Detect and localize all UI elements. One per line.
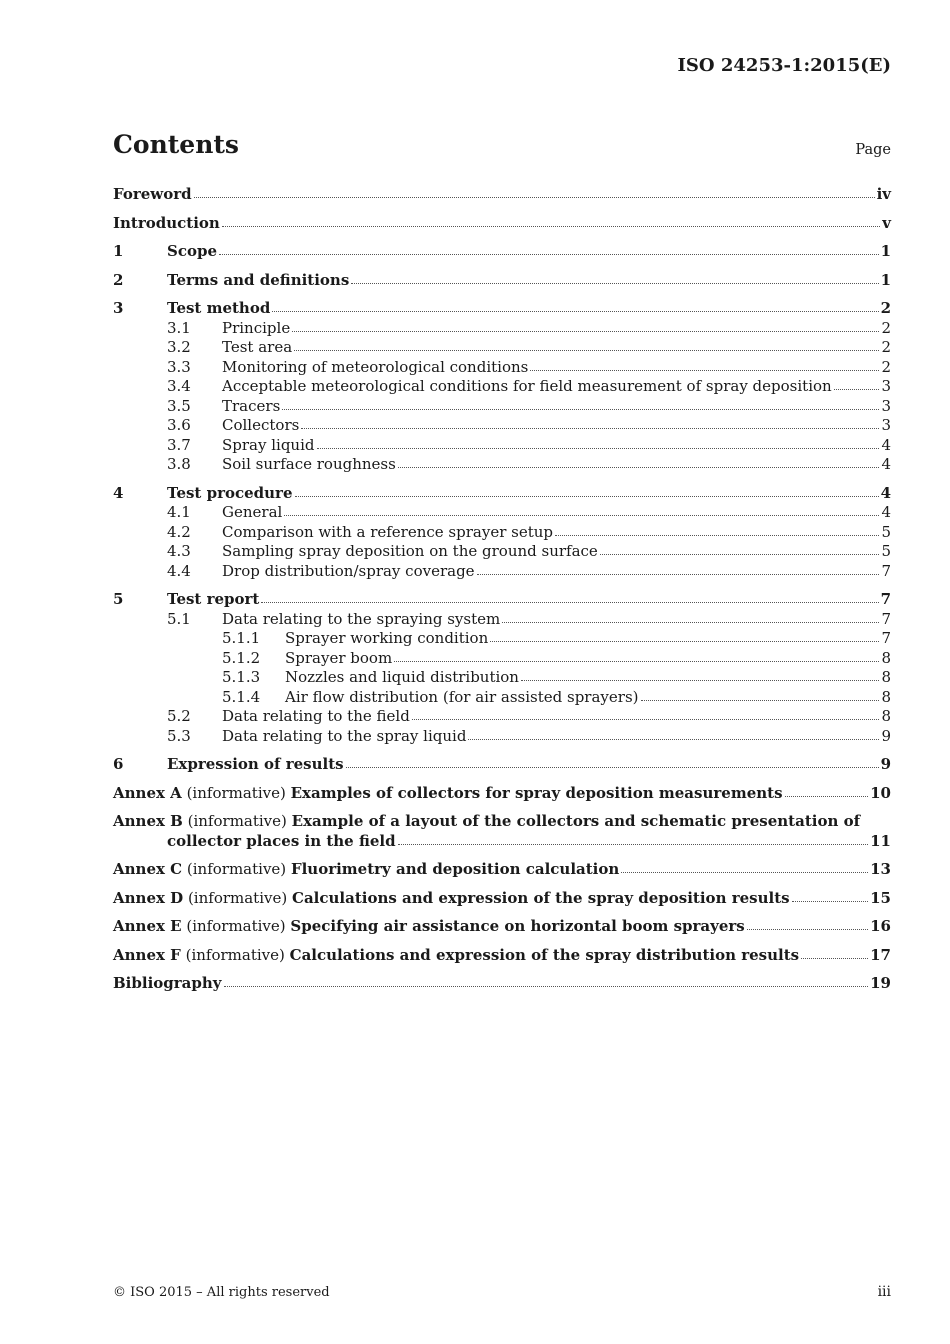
leader-dots xyxy=(294,349,879,351)
toc-entry-number: 3.3 xyxy=(167,357,191,376)
toc-entry-page: 3 xyxy=(881,416,891,434)
toc-entry-title: Terms and definitions xyxy=(167,270,350,289)
toc-entry-number: 5.1.3 xyxy=(222,668,261,686)
toc-entry-title: Spray liquid xyxy=(222,435,315,454)
toc-entry-number: 4.2 xyxy=(167,522,191,541)
toc-entry-number: 4 xyxy=(113,483,124,502)
toc-entry[interactable] xyxy=(113,707,891,727)
toc-entry-line xyxy=(113,562,891,582)
toc-entry-page: 19 xyxy=(870,974,891,992)
copyright-notice: © ISO 2015 – All rights reserved xyxy=(113,1285,330,1300)
toc-entry-page: 1 xyxy=(880,242,891,260)
toc-entry-page: 3 xyxy=(881,377,891,395)
toc-entry-number: 4.3 xyxy=(167,542,191,560)
toc-entry-number: 4.4 xyxy=(167,561,191,580)
toc-entry-page: 15 xyxy=(870,888,891,907)
annex-title: Examples of collectors for spray deposition measurements xyxy=(290,783,783,802)
leader-dots xyxy=(346,766,879,768)
toc-entry-title: Test procedure xyxy=(167,483,293,502)
toc-entry-page: 4 xyxy=(881,435,891,454)
page-number: iii xyxy=(877,1284,891,1300)
leader-dots xyxy=(521,679,879,681)
leader-dots xyxy=(301,427,879,429)
toc-entry-line xyxy=(113,688,891,708)
annex-label: Annex B xyxy=(113,812,183,830)
toc-entry-number: 3.2 xyxy=(167,338,191,356)
toc-entry-title: Scope xyxy=(167,242,218,260)
toc-entry-line xyxy=(113,668,891,688)
annex-informative: (informative) xyxy=(185,945,285,964)
toc-entry-title: Sprayer working condition xyxy=(285,629,489,647)
toc-entry[interactable] xyxy=(113,338,891,358)
toc-entry-line xyxy=(113,974,891,994)
annex-informative: (informative) xyxy=(187,888,288,907)
leader-dots xyxy=(785,795,869,797)
toc-entry-page: 2 xyxy=(881,338,891,356)
leader-dots xyxy=(412,718,880,720)
toc-entry[interactable] xyxy=(113,649,891,669)
toc-annex-heading xyxy=(113,946,799,966)
toc-entry-line xyxy=(113,358,891,378)
toc-entry[interactable] xyxy=(113,358,891,378)
toc-entry-title: Comparison with a reference sprayer setup xyxy=(222,522,554,541)
toc-entry-number: 1 xyxy=(113,242,124,260)
toc-entry-title: Data relating to the field xyxy=(222,707,410,725)
toc-entry-line xyxy=(113,397,891,417)
leader-dots xyxy=(222,225,880,227)
leader-dots xyxy=(530,369,879,371)
toc-entry-page: 11 xyxy=(870,831,891,850)
toc-entry-page: 2 xyxy=(881,318,891,337)
toc-entry-number: 5 xyxy=(113,590,124,608)
toc-entry-line xyxy=(113,523,891,543)
toc-entry-number: 6 xyxy=(113,755,124,773)
toc-annex-heading xyxy=(113,889,790,909)
toc-entry-title: Sampling spray deposition on the ground surface xyxy=(222,542,598,560)
toc-entry-title: Collectors xyxy=(222,416,300,434)
toc-entry-page: 9 xyxy=(881,726,891,745)
toc-entry-number: 3.8 xyxy=(167,455,191,473)
toc-entry[interactable] xyxy=(113,610,891,630)
annex-label: Annex C xyxy=(113,860,183,878)
toc-entry-number: 5.1.1 xyxy=(222,629,261,647)
annex-title-continued: collector places in the field xyxy=(167,831,396,850)
toc-entry-line xyxy=(113,416,891,436)
toc-entry-page: 16 xyxy=(870,917,891,935)
toc-entry-line xyxy=(113,185,891,205)
toc-entry-page: v xyxy=(882,213,891,232)
toc-entry-page: 3 xyxy=(881,396,891,415)
leader-dots xyxy=(272,310,878,312)
toc-entry-title: Test method xyxy=(167,299,271,317)
toc-entry-line xyxy=(113,455,891,475)
leader-dots xyxy=(477,573,880,575)
toc-entry-page: 8 xyxy=(881,668,891,686)
annex-title: Fluorimetry and deposition calculation xyxy=(290,860,620,878)
leader-dots xyxy=(468,738,879,740)
toc-entry-page: 8 xyxy=(881,687,891,706)
toc-entry[interactable] xyxy=(113,860,891,880)
leader-dots xyxy=(600,553,880,555)
table-of-contents xyxy=(113,185,891,994)
toc-entry[interactable] xyxy=(113,688,891,708)
toc-entry-number: 5.1.4 xyxy=(222,687,261,706)
annex-informative: (informative) xyxy=(187,812,287,830)
leader-dots xyxy=(641,699,880,701)
leader-dots xyxy=(292,330,879,332)
toc-entry-page: 8 xyxy=(881,707,891,725)
toc-entry-title: Soil surface roughness xyxy=(222,455,396,473)
annex-informative: (informative) xyxy=(186,917,286,935)
toc-entry-line xyxy=(113,946,891,966)
toc-entry-line xyxy=(113,542,891,562)
annex-informative: (informative) xyxy=(186,860,287,878)
toc-entry-title: Expression of results xyxy=(167,755,344,773)
toc-entry[interactable] xyxy=(113,319,891,339)
toc-entry-number: 3.7 xyxy=(167,435,191,454)
leader-dots xyxy=(792,900,869,902)
toc-entry-line xyxy=(113,649,891,669)
toc-entry-line xyxy=(113,590,891,610)
toc-entry-line xyxy=(113,610,891,630)
toc-entry-title: General xyxy=(222,503,283,521)
toc-entry[interactable] xyxy=(113,784,891,804)
toc-entry-line xyxy=(113,214,891,234)
leader-dots xyxy=(317,447,880,449)
toc-entry-page: 2 xyxy=(880,299,891,317)
toc-entry[interactable] xyxy=(113,590,891,610)
toc-entry-title: Air flow distribution (for air assisted sprayers) xyxy=(285,687,639,706)
toc-entry-number: 3.5 xyxy=(167,396,191,415)
annex-title: Calculations and expression of the spray distribution results xyxy=(289,945,800,964)
toc-entry-line xyxy=(113,319,891,339)
page-column-label: Page xyxy=(855,142,891,158)
toc-entry[interactable] xyxy=(113,946,891,966)
toc-entry[interactable] xyxy=(113,484,891,504)
toc-annex-heading xyxy=(113,784,783,804)
toc-entry[interactable] xyxy=(113,503,891,523)
toc-entry-line xyxy=(113,242,891,262)
toc-entry-line xyxy=(113,338,891,358)
toc-entry-title: Acceptable meteorological conditions for field measurement of spray deposition xyxy=(222,377,832,395)
toc-entry[interactable] xyxy=(113,629,891,649)
toc-entry[interactable] xyxy=(113,214,891,234)
leader-dots xyxy=(295,495,879,497)
toc-entry-number: 2 xyxy=(113,270,124,289)
annex-label: Annex F xyxy=(113,945,181,964)
leader-dots xyxy=(219,253,879,255)
toc-entry-line xyxy=(113,832,891,852)
toc-entry-title: Drop distribution/spray coverage xyxy=(222,561,475,580)
leader-dots xyxy=(282,408,879,410)
annex-label: Annex A xyxy=(113,783,182,802)
toc-entry-number: 3.1 xyxy=(167,318,191,337)
toc-entry-page: 4 xyxy=(880,483,891,502)
toc-entry-page: 1 xyxy=(880,270,891,289)
toc-entry-page: 7 xyxy=(881,629,891,647)
toc-entry-line xyxy=(113,299,891,319)
toc-entry-line xyxy=(113,484,891,504)
contents-heading-row xyxy=(113,130,891,164)
leader-dots xyxy=(801,957,868,959)
annex-title: Example of a layout of the collectors and schematic presentation of xyxy=(291,812,861,830)
toc-entry-page: 8 xyxy=(881,648,891,667)
toc-entry-title: Monitoring of meteorological conditions xyxy=(222,357,529,376)
annex-label: Annex D xyxy=(113,888,184,907)
toc-entry-number: 5.1 xyxy=(167,609,191,628)
leader-dots xyxy=(398,466,880,468)
leader-dots xyxy=(284,514,879,516)
toc-entry-line xyxy=(113,727,891,747)
toc-entry-page: 13 xyxy=(870,860,891,878)
toc-entry-line xyxy=(113,436,891,456)
leader-dots xyxy=(502,621,879,623)
document-id: ISO 24253-1:2015(E) xyxy=(677,55,891,76)
toc-entry-title: Bibliography xyxy=(113,974,222,992)
leader-dots xyxy=(621,871,868,873)
leader-dots xyxy=(490,640,879,642)
contents-title: Contents xyxy=(113,130,240,159)
toc-entry-title: Sprayer boom xyxy=(285,648,393,667)
toc-entry-page: 2 xyxy=(881,357,891,376)
toc-entry[interactable] xyxy=(113,889,891,909)
toc-entry[interactable] xyxy=(113,299,891,319)
toc-entry-number: 3.6 xyxy=(167,416,191,434)
toc-entry[interactable] xyxy=(113,377,891,397)
leader-dots xyxy=(398,843,869,845)
toc-entry-number: 4.1 xyxy=(167,503,191,521)
toc-entry[interactable] xyxy=(113,242,891,262)
toc-entry[interactable] xyxy=(113,455,891,475)
toc-entry-line xyxy=(113,784,891,804)
toc-entry-line xyxy=(113,889,891,909)
toc-entry-page: 9 xyxy=(880,755,891,773)
toc-entry-title: Nozzles and liquid distribution xyxy=(285,668,519,686)
annex-informative: (informative) xyxy=(186,783,286,802)
toc-entry-line xyxy=(113,707,891,727)
toc-entry[interactable] xyxy=(113,812,891,851)
annex-title: Specifying air assistance on horizontal boom sprayers xyxy=(290,917,745,935)
toc-entry[interactable] xyxy=(113,523,891,543)
leader-dots xyxy=(224,985,869,987)
toc-entry-page: 17 xyxy=(870,945,891,964)
toc-entry-page: 7 xyxy=(881,609,891,628)
toc-entry[interactable] xyxy=(113,542,891,562)
toc-entry-title: Foreword xyxy=(113,185,192,203)
toc-entry-page: 4 xyxy=(881,455,891,473)
leader-dots xyxy=(351,282,878,284)
toc-entry-page: 10 xyxy=(870,783,891,802)
toc-annex-heading xyxy=(113,812,891,832)
toc-entry-number: 5.1.2 xyxy=(222,648,261,667)
annex-label: Annex E xyxy=(113,917,182,935)
toc-entry-title: Principle xyxy=(222,318,291,337)
toc-entry-line xyxy=(113,755,891,775)
toc-entry-line xyxy=(113,377,891,397)
toc-entry-line xyxy=(113,860,891,880)
toc-entry-page: 5 xyxy=(881,522,891,541)
annex-title: Calculations and expression of the spray deposition results xyxy=(292,888,790,907)
toc-entry-page: 7 xyxy=(881,561,891,580)
toc-entry-line xyxy=(113,503,891,523)
toc-entry[interactable] xyxy=(113,727,891,747)
toc-entry-page: 5 xyxy=(881,542,891,560)
toc-entry[interactable] xyxy=(113,974,891,994)
toc-entry-title: Data relating to the spraying system xyxy=(222,609,501,628)
leader-dots xyxy=(194,196,875,198)
toc-entry[interactable] xyxy=(113,668,891,688)
toc-entry-line xyxy=(113,629,891,649)
toc-annex-heading xyxy=(113,860,619,880)
toc-annex-heading xyxy=(113,917,745,937)
leader-dots xyxy=(834,388,880,390)
leader-dots xyxy=(261,601,878,603)
toc-entry-page: iv xyxy=(876,185,891,203)
toc-entry[interactable] xyxy=(113,917,891,937)
toc-entry-title: Data relating to the spray liquid xyxy=(222,726,467,745)
toc-entry[interactable] xyxy=(113,436,891,456)
toc-entry-number: 3 xyxy=(113,299,124,317)
toc-entry-number: 5.3 xyxy=(167,726,191,745)
toc-entry[interactable] xyxy=(113,271,891,291)
toc-entry[interactable] xyxy=(113,185,891,205)
toc-entry-line xyxy=(113,917,891,937)
toc-entry-title: Introduction xyxy=(113,213,220,232)
toc-entry-title: Test area xyxy=(222,338,293,356)
toc-entry[interactable] xyxy=(113,562,891,582)
toc-entry[interactable] xyxy=(113,416,891,436)
toc-entry[interactable] xyxy=(113,397,891,417)
leader-dots xyxy=(747,928,868,930)
toc-entry-line xyxy=(113,271,891,291)
toc-entry[interactable] xyxy=(113,755,891,775)
toc-entry-title: Test report xyxy=(167,590,260,608)
leader-dots xyxy=(394,660,879,662)
toc-entry-number: 3.4 xyxy=(167,377,191,395)
toc-entry-number: 5.2 xyxy=(167,707,191,725)
toc-entry-page: 4 xyxy=(881,503,891,521)
toc-entry-title: Tracers xyxy=(222,396,281,415)
toc-entry-page: 7 xyxy=(880,590,891,608)
leader-dots xyxy=(555,534,879,536)
